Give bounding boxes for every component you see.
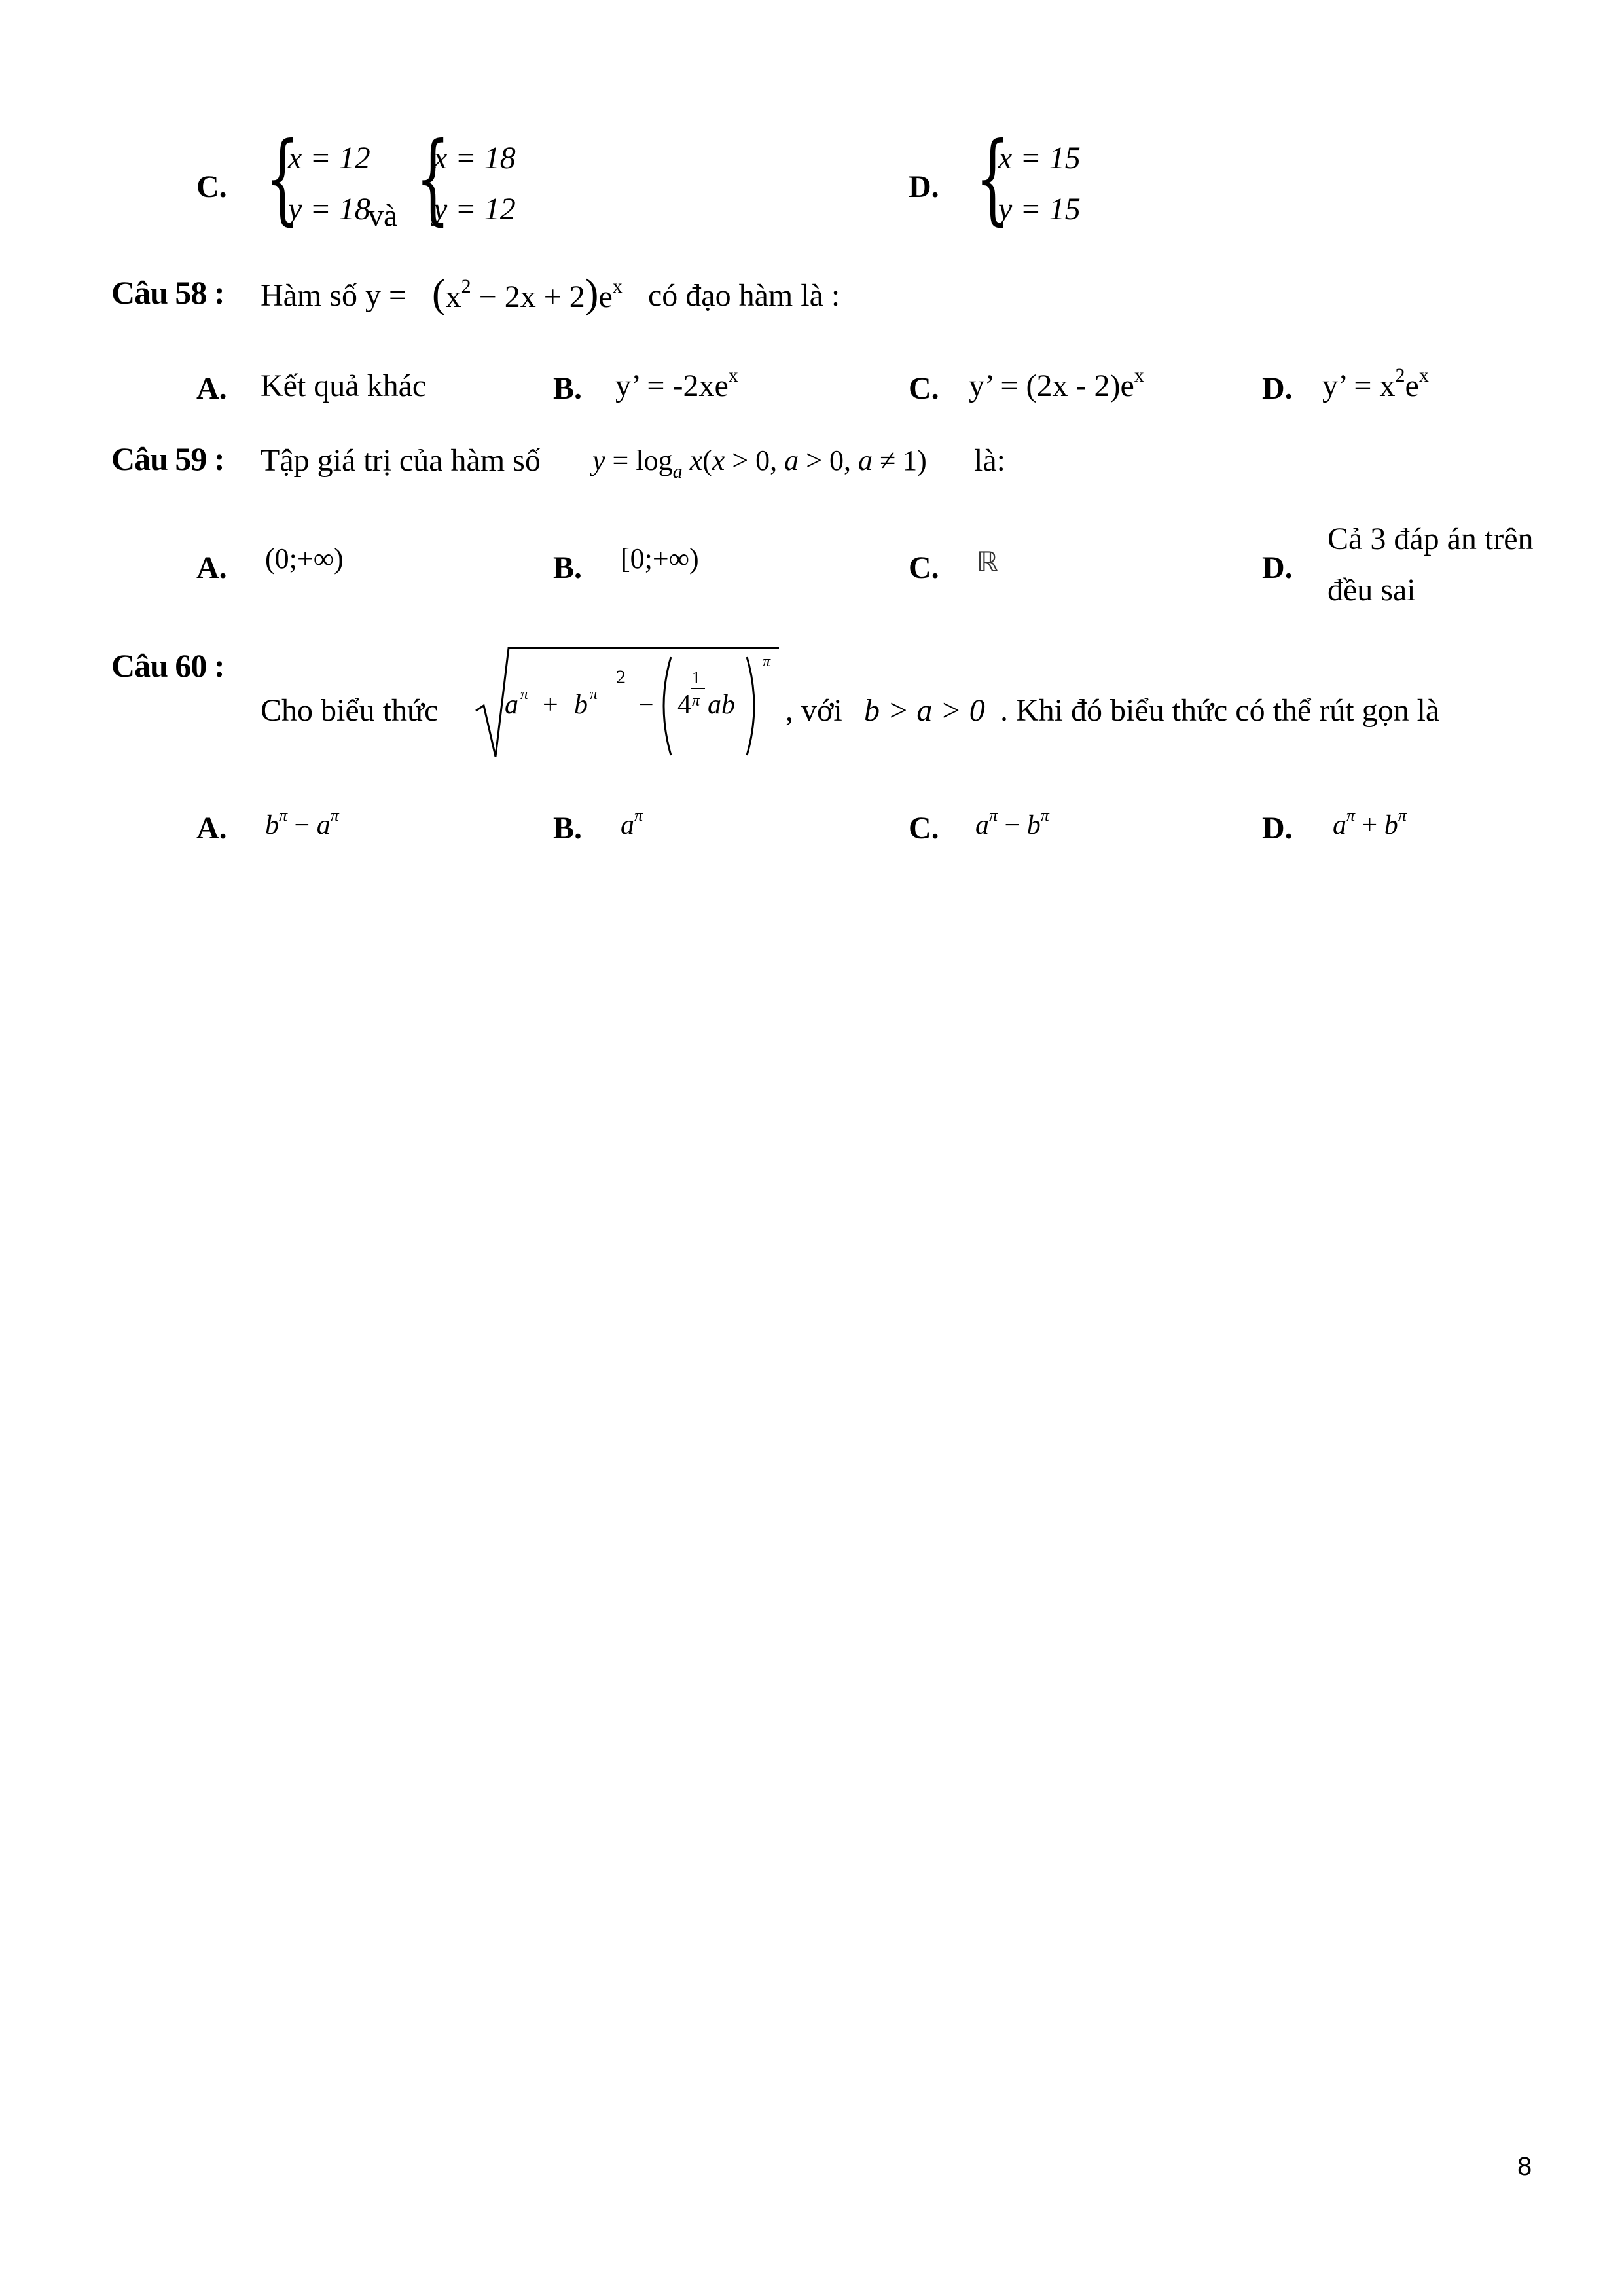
svg-text:4: 4 bbox=[677, 690, 691, 720]
q58-option-b-label: B. bbox=[553, 371, 583, 406]
q59-formula: $y = \log_a x(x > 0$, a > 0, a ≠ 1) bbox=[592, 444, 927, 482]
q60-option-c-label: C. bbox=[909, 811, 939, 846]
q57-c-and: và bbox=[368, 198, 398, 233]
q60-option-a-text: $b^\pi - a^\pi$ bbox=[265, 806, 339, 840]
q60-suffix: , với bbox=[785, 693, 842, 728]
q58-prefix: Hàm số y = bbox=[261, 278, 407, 313]
q60-expression bbox=[475, 640, 782, 764]
q59-prefix: Tập giá trị của hàm số bbox=[261, 443, 541, 478]
q60-option-b-text: $a^\pi$ bbox=[621, 806, 643, 840]
svg-text:2: 2 bbox=[616, 666, 626, 688]
q60-condition: b > a > 0 bbox=[864, 693, 985, 728]
svg-text:b: b bbox=[574, 690, 588, 720]
svg-text:+: + bbox=[543, 690, 558, 720]
svg-text:π: π bbox=[590, 686, 598, 703]
q58-option-c-label: C. bbox=[909, 371, 939, 406]
q57-c-sys2-eq1: x = 18 bbox=[433, 141, 516, 175]
q57-c-sys1-eq1: x = 12 bbox=[288, 141, 370, 175]
q58-suffix: có đạo hàm là : bbox=[648, 278, 840, 313]
page-number: 8 bbox=[1517, 2152, 1532, 2181]
q58-option-c-text: y’ = $(2x - 2)e^x$ bbox=[969, 365, 1144, 403]
svg-text:−: − bbox=[638, 690, 654, 720]
q60-option-a-label: A. bbox=[196, 811, 227, 846]
svg-text:π: π bbox=[692, 692, 700, 709]
q59-suffix: là: bbox=[974, 443, 1005, 478]
q60-option-d-text: $a^\pi + b^\pi$ bbox=[1333, 806, 1407, 840]
q59-option-b-label: B. bbox=[553, 550, 583, 585]
q60-suffix2: . Khi đó biểu thức có thể rút gọn là bbox=[1000, 693, 1440, 728]
q60-option-d-label: D. bbox=[1262, 811, 1293, 846]
q57-d-brace: { bbox=[975, 122, 1010, 236]
svg-text:ab: ab bbox=[708, 690, 735, 720]
q57-option-d-label: D. bbox=[909, 170, 939, 204]
q59-option-d-label: D. bbox=[1262, 550, 1293, 585]
q58-option-a-label: A. bbox=[196, 371, 227, 406]
q57-c-brace-2: { bbox=[416, 122, 450, 236]
q60-option-c-text: $a^\pi - b^\pi$ bbox=[975, 806, 1049, 840]
q57-d-sys-eq1: x = 15 bbox=[998, 141, 1081, 175]
q60-prefix: Cho biểu thức bbox=[261, 693, 439, 728]
q57-c-sys1-eq2: y = 18 bbox=[288, 192, 370, 226]
q59-option-a-text: (0;+∞) bbox=[265, 543, 344, 575]
q59-label: Câu 59 : bbox=[111, 440, 225, 477]
q58-option-d-label: D. bbox=[1262, 371, 1293, 406]
q60-option-b-label: B. bbox=[553, 811, 583, 846]
q58-option-d-text: y’ = $x^2e^x$ bbox=[1322, 365, 1429, 403]
svg-text:a: a bbox=[505, 690, 518, 720]
q60-label: Câu 60 : bbox=[111, 647, 225, 684]
q59-option-c-text: ℝ bbox=[977, 546, 999, 578]
q59-option-d-text-line1: Cả 3 đáp án trên bbox=[1327, 522, 1534, 556]
q58-option-a-text: Kết quả khác bbox=[261, 368, 427, 403]
q58-formula: $(x^2 - 2x + 2)e^x$ bbox=[432, 272, 623, 316]
q59-option-b-text: [0;+∞) bbox=[621, 543, 699, 575]
q58-label: Câu 58 : bbox=[111, 274, 225, 311]
q57-option-c-label: C. bbox=[196, 170, 227, 204]
svg-text:1: 1 bbox=[692, 668, 700, 687]
svg-text:π: π bbox=[763, 653, 771, 670]
q59-option-a-label: A. bbox=[196, 550, 227, 585]
svg-text:π: π bbox=[520, 686, 529, 703]
q57-c-brace-1: { bbox=[265, 122, 300, 236]
q59-option-d-text-line2: đều sai bbox=[1327, 573, 1416, 607]
q57-d-sys-eq2: y = 15 bbox=[998, 192, 1081, 226]
q59-option-c-label: C. bbox=[909, 550, 939, 585]
q58-option-b-text: y’ = $-2xe^x$ bbox=[615, 365, 738, 403]
q57-c-sys2-eq2: y = 12 bbox=[433, 192, 516, 226]
